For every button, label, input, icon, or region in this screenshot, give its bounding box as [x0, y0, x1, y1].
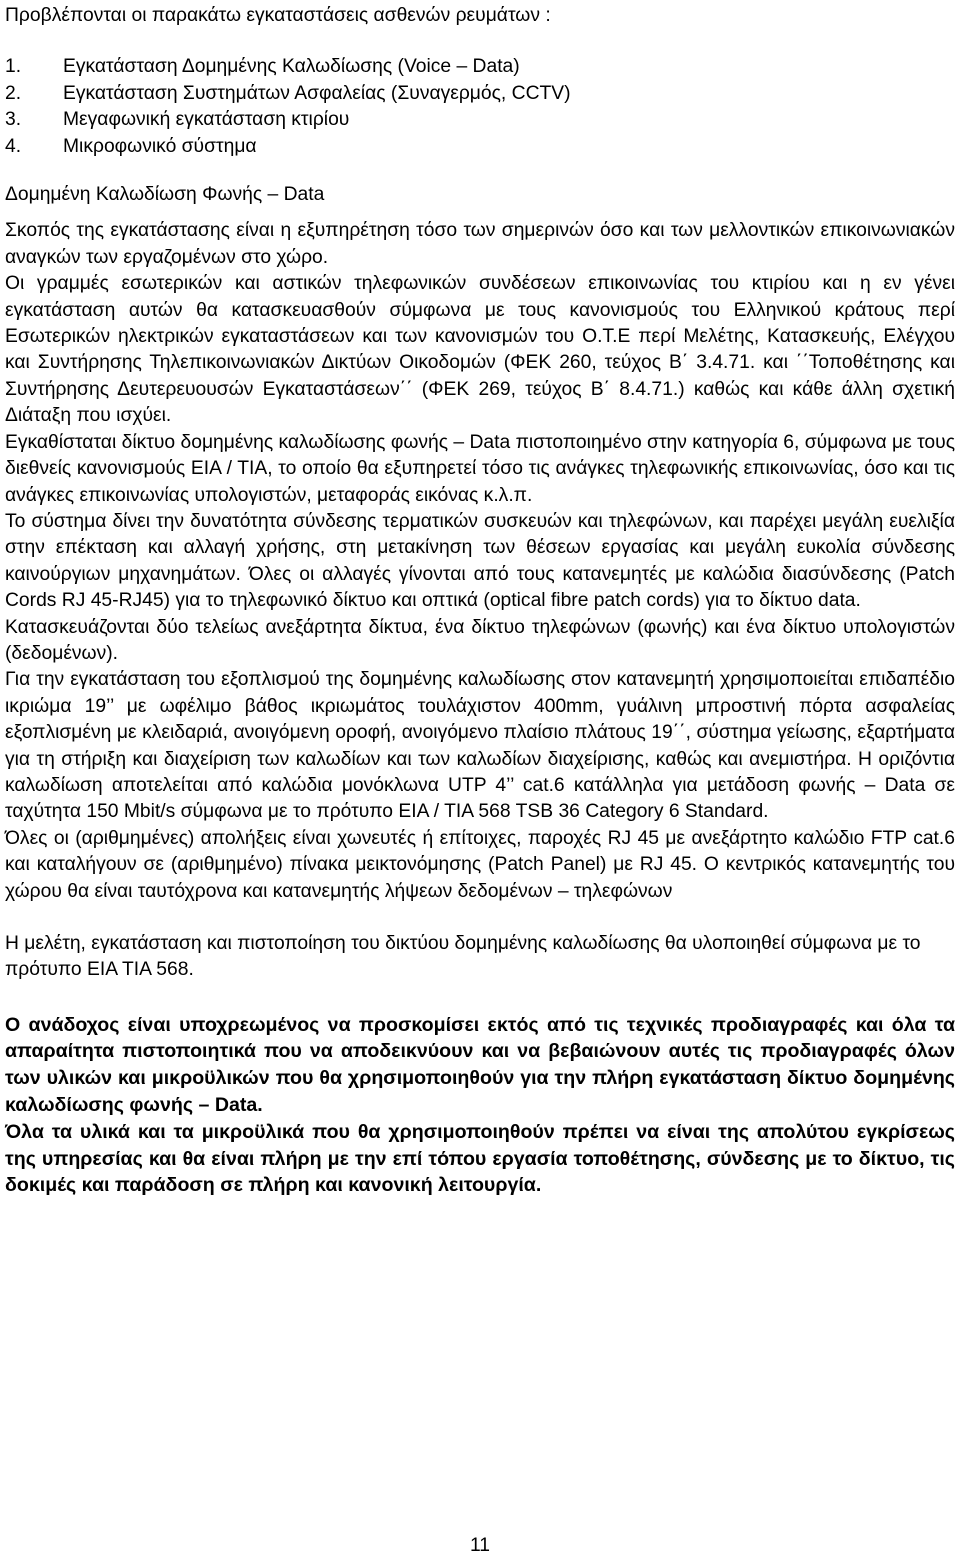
installations-list: [5, 54, 955, 160]
body-paragraph: Οι γραμμές εσωτερικών και αστικών τηλεφωνικών συνδέσεων επικοινωνίας του κτιρίου και η εν γένει εγκατάσταση αυτών θα κατασκευασθούν σύμφωνα με τους κανονισμούς του Ελληνικού κράτους περί Εσωτερικών ηλεκτρικών εγκαταστάσεων και των κανονισμών του Ο.Τ.Ε περί Μελέτης, Κατασκευής, Ελέγχου και Συντήρησης Τηλεπικοινωνιακών Δικτύων Οικοδομών (ΦΕΚ 260, τεύχος Β΄ 3.4.71. και ΄΄Τοποθέτησης και Συντήρησης Δευτερευουσών Εγκαταστάσεων΄΄ (ΦΕΚ 269, τεύχος Β΄ 8.4.71.) καθώς και κάθε άλλη σχετική Διάταξη που ισχύει.: [5, 273, 955, 427]
body-paragraph: Για την εγκατάσταση του εξοπλισμού της δομημένης καλωδίωσης στον κατανεμητή χρησιμοποιείται επιδαπέδιο ικριώμα 19’’ με ωφέλιμο βάθος ικριωμάτος τουλάχιστον 400mm, γυάλινη μπροστινή πόρτα ασφαλείας εξοπλισμένη με κλειδαριά, ανοιγόμενη οροφή, ανοιγόμενο πλαίσιο πλάτους 19΄΄, σύστημα γείωσης, εξαρτήματα για τη στήριξη και διαχείριση των καλωδίων και των καλωδίων διαχείρισης, καθώς και ανεμιστήρα. Η οριζόντια καλωδίωση αποτελείται από καλώδια μονόκλωνα UTP 4’’ cat.6 κατάλληλα για μετάδοση φωνής – Data σε ταχύτητα 150 Mbit/s σύμφωνα με το πρότυπο EIA / TIA 568 TSB 36 Category 6 Standard.: [5, 669, 955, 823]
list-item: [5, 134, 955, 160]
body-paragraph: Σκοπός της εγκατάστασης είναι η εξυπηρέτηση τόσο των σημερινών όσο και των μελλοντικών επικοινωνιακών αναγκών των εργαζομένων στο χώρο.: [5, 220, 955, 268]
list-item: [5, 81, 955, 107]
document-page: [5, 0, 955, 1199]
intro-text: Προβλέπονται οι παρακάτω εγκαταστάσεις ασθενών ρευμάτων :: [5, 5, 551, 26]
study-paragraph: Η μελέτη, εγκατάσταση και πιστοποίηση του δικτύου δομημένης καλωδίωσης θα υλοποιηθεί σύμφωνα με το πρότυπο EIA TIA 568.: [5, 933, 921, 981]
list-item-text: Εγκατάσταση Δομημένης Καλωδίωσης (Voice – Data): [63, 56, 520, 78]
list-item-number: 2.: [5, 82, 22, 104]
contractor-paragraph: Ο ανάδοχος είναι υποχρεωμένος να προσκομίσει εκτός από τις τεχνικές προδιαγραφές και όλα τα απαραίτητα πιστοποιητικά που να αποδεικνύουν και να βεβαιώνουν αυτές τις προδιαγραφές όλων των υλικών και μικροϋλικών που θα χρησιμοποιηθούν για την πλήρη εγκατάσταση δίκτυο δομημένης καλωδίωσης φωνής – Data.: [5, 1013, 955, 1116]
list-item-text: Μεγαφωνική εγκατάσταση κτιρίου: [63, 109, 350, 131]
body-paragraph: Όλες οι (αριθμημένες) απολήξεις είναι χωνευτές ή επίτοιχες, παροχές RJ 45 με ανεξάρτητο καλώδιο FTP cat.6 και καταλήγουν σε (αριθμημένο) πίνακα μεικτονόμησης (Patch Panel) με RJ 45. Ο κεντρικός κατανεμητής του χώρου θα είναι ταυτόχρονα και κατανεμητής λήψεων δεδομένων – τηλεφώνων: [5, 827, 955, 902]
list-item: [5, 54, 955, 80]
body-paragraph: Εγκαθίσταται δίκτυο δομημένης καλωδίωσης φωνής – Data πιστοποιημένο στην κατηγορία 6, σύμφωνα με τους διεθνείς κανονισμούς EIA / TIA, το οποίο θα εξυπηρετεί τόσο τις ανάγκες τηλεφωνικής επικοινωνίας, όσο και τις ανάγκες επικοινωνίας υπολογιστών, μεταφοράς εικόνας κ.λ.π.: [5, 431, 955, 506]
list-item: [5, 107, 955, 133]
list-item-number: 4.: [5, 135, 22, 157]
materials-paragraph: Όλα τα υλικά και τα μικροϋλικά που θα χρησιμοποιηθούν πρέπει να είναι της απολύτου εγκρίσεως της υπηρεσίας και θα είναι πλήρη με την επί τόπου εργασία τοποθέτησης, σύνδεσης με το δίκτυο, τις δοκιμές και παράδοση σε πλήρη και κανονική λειτουργία.: [5, 1121, 955, 1197]
section-heading: Δομημένη Καλωδίωση Φωνής – Data: [5, 184, 325, 206]
section-body: [5, 218, 955, 905]
list-item-text: Εγκατάσταση Συστημάτων Ασφαλείας (Συναγερμός, CCTV): [63, 82, 571, 104]
page-number: 11: [469, 1535, 490, 1556]
list-item-number: 3.: [5, 109, 22, 131]
body-paragraph: Κατασκευάζονται δύο τελείως ανεξάρτητα δίκτυα, ένα δίκτυο τηλεφώνων (φωνής) και ένα δίκτυο υπολογιστών (δεδομένων).: [5, 616, 955, 664]
body-paragraph: Το σύστημα δίνει την δυνατότητα σύνδεσης τερματικών συσκευών και τηλεφώνων, και παρέχει μεγάλη ευελιξία στην επέκταση και αλλαγή χρήσης, στη μετακίνηση των θέσεων εργασίας και μεγάλη ευκολία σύνδεσης καινούργιων μηχανημάτων. Όλες οι αλλαγές γίνονται από τους κατανεμητές με καλώδια διασύνδεσης (Patch Cords RJ 45-RJ45) για το τηλεφωνικό δίκτυο και οπτικά (optical fibre patch cords) για το δίκτυο data.: [5, 510, 955, 612]
list-item-number: 1.: [5, 56, 22, 78]
list-item-text: Μικροφωνικό σύστημα: [63, 135, 257, 157]
